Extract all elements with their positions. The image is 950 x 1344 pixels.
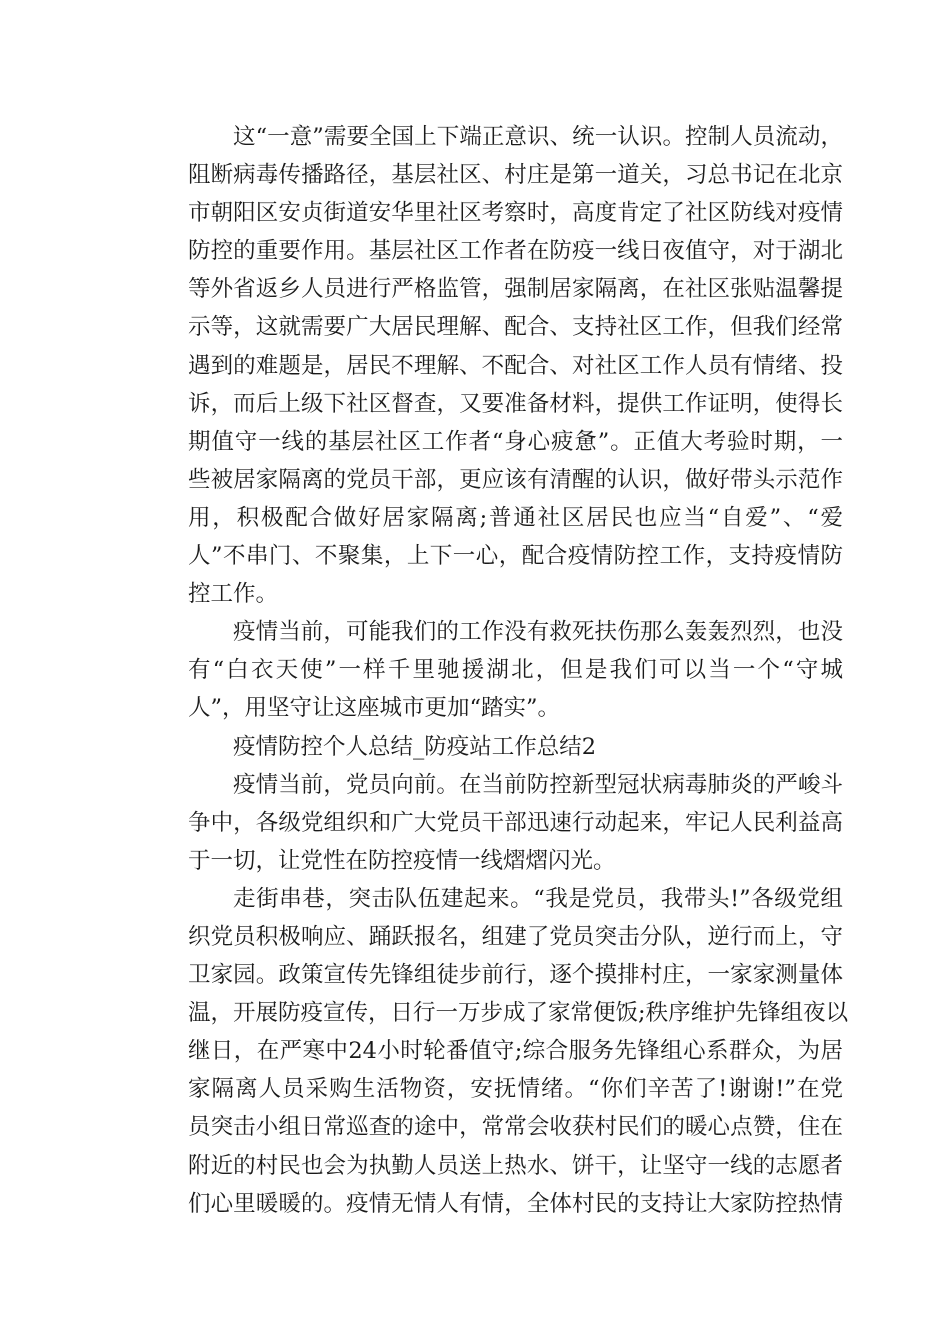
text-line: 阻断病毒传播路径，基层社区、村庄是第一道关，习总书记在北京 [188, 162, 843, 189]
text-line: 疫情当前，可能我们的工作没有救死扶伤那么轰轰烈烈，也没 [233, 619, 843, 646]
text-line: 继日，在严寒中24小时轮番值守;综合服务先锋组心系群众，为居 [188, 1038, 843, 1065]
document-page [143, 118, 849, 1223]
text-line: 于一切，让党性在防控疫情一线熠熠闪光。 [188, 847, 616, 874]
text-line: 期值守一线的基层社区工作者“身心疲惫”。正值大考验时期，一 [188, 428, 843, 455]
text-line: 这“一意”需要全国上下端正意识、统一认识。控制人员流动， [233, 124, 843, 150]
text-line: 人”，用坚守让这座城市更加“踏实”。 [188, 695, 561, 722]
text-line: 等外省返乡人员进行严格监管，强制居家隔离，在社区张贴温馨提 [188, 276, 843, 303]
text-line: 防控的重要作用。基层社区工作者在防疫一线日夜值守，对于湖北 [188, 238, 843, 265]
paragraph-3 [143, 766, 843, 880]
text-line: 控工作。 [188, 581, 279, 608]
heading-text: 疫情防控个人总结_防疫站工作总结2 [233, 733, 597, 760]
text-line: 织党员积极响应、踊跃报名，组建了党员突击分队，逆行而上，守 [188, 923, 843, 950]
text-line: 员突击小组日常巡查的途中，常常会收获村民们的暖心点赞，住在 [188, 1114, 843, 1141]
paragraph-2 [143, 613, 843, 727]
text-line: 些被居家隔离的党员干部，更应该有清醒的认识，做好带头示范作 [188, 466, 843, 493]
text-line: 疫情当前，党员向前。在当前防控新型冠状病毒肺炎的严峻斗 [233, 771, 843, 798]
text-line: 争中，各级党组织和广大党员干部迅速行动起来，牢记人民利益高 [188, 809, 843, 836]
text-line: 用，积极配合做好居家隔离;普通社区居民也应当“自爱”、“爱 [188, 504, 843, 531]
text-line: 遇到的难题是，居民不理解、不配合、对社区工作人员有情绪、投 [188, 352, 843, 379]
text-line: 温，开展防疫宣传，日行一万步成了家常便饭;秩序维护先锋组夜以 [188, 1000, 849, 1027]
section-heading [143, 728, 843, 766]
text-line: 有“白衣天使”一样千里驰援湖北，但是我们可以当一个“守城 [188, 657, 843, 684]
text-line: 附近的村民也会为执勤人员送上热水、饼干，让坚守一线的志愿者 [188, 1152, 843, 1179]
text-line: 示等，这就需要广大居民理解、配合、支持社区工作，但我们经常 [188, 314, 843, 341]
text-line: 走街串巷，突击队伍建起来。“我是党员，我带头!”各级党组 [233, 885, 843, 912]
text-line: 家隔离人员采购生活物资，安抚情绪。“你们辛苦了!谢谢!”在党 [188, 1076, 843, 1103]
text-line: 人”不串门、不聚集，上下一心，配合疫情防控工作，支持疫情防 [188, 543, 843, 570]
paragraph-4 [143, 880, 849, 1223]
text-line: 卫家园。政策宣传先锋组徒步前行，逐个摸排村庄，一家家测量体 [188, 962, 843, 989]
text-line: 们心里暖暖的。疫情无情人有情，全体村民的支持让大家防控热情 [188, 1190, 843, 1217]
text-line: 诉，而后上级下社区督查，又要准备材料，提供工作证明，使得长 [188, 390, 843, 417]
paragraph-1 [143, 118, 843, 613]
text-line: 市朝阳区安贞街道安华里社区考察时，高度肯定了社区防线对疫情 [188, 200, 843, 227]
